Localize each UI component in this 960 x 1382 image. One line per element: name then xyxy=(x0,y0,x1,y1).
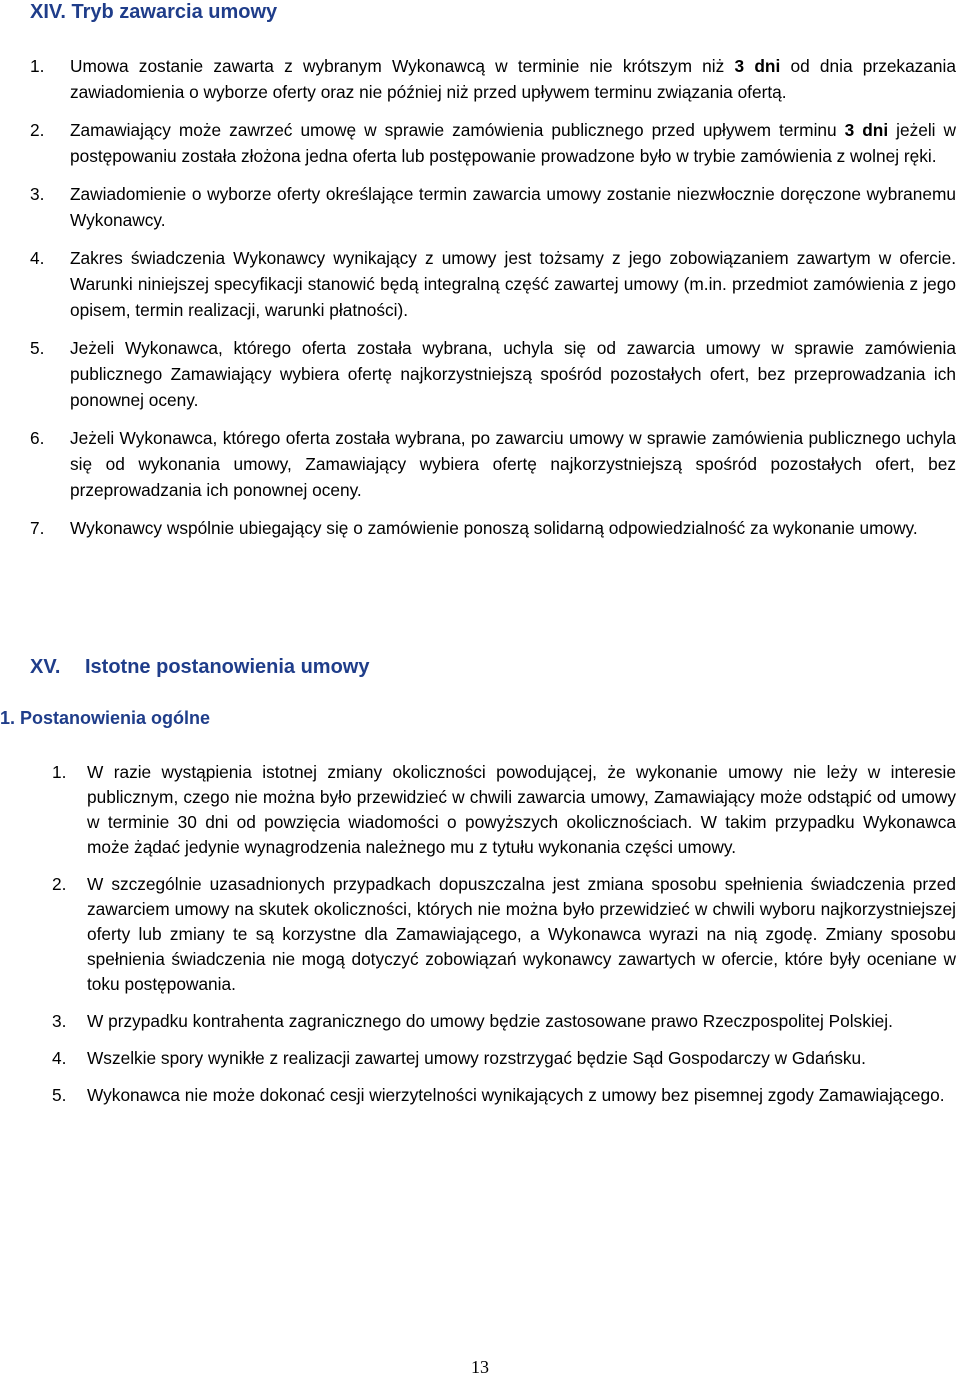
section-14-list xyxy=(30,53,956,541)
list-item-number: 2. xyxy=(52,874,67,894)
list-item-number: 5. xyxy=(30,338,45,358)
list-item-text: W szczególnie uzasadnionych przypadkach dopuszczalna jest zmiana sposobu spełnienia świadczenia przed zawarciem umowy na skutek okoliczności, których nie można było przewidzieć w chwili wyboru najkorzystniejszej oferty lub zmiany te są korzystne dla Zamawiającego, a Wykonawca wyrazi na nią zgodę. Zmiany sposobu spełnienia świadczenia nie mogą dotyczyć zobowiązań wykonawcy zawartych w ofercie, które były oceniane w toku postępowania. xyxy=(87,874,956,994)
list-item xyxy=(30,245,956,323)
list-item xyxy=(52,1046,956,1071)
list-item-text-end: od dnia przekazania zawiadomienia o wyborze oferty oraz nie później niż przed upływem terminu związania ofertą. xyxy=(70,56,956,102)
list-item-text: Zawiadomienie o wyborze oferty określające termin zawarcia umowy zostanie niezwłocznie doręczone wybranemu Wykonawcy. xyxy=(70,184,956,230)
list-item xyxy=(30,515,956,541)
list-item-text-start: Umowa zostanie zawarta z wybranym Wykonawcą w terminie nie krótszym niż xyxy=(70,56,735,76)
list-item-number: 2. xyxy=(30,120,45,140)
section-15-title: Istotne postanowienia umowy xyxy=(85,656,370,678)
list-item-text: W przypadku kontrahenta zagranicznego do umowy będzie zastosowane prawo Rzeczpospolitej Polskiej. xyxy=(87,1011,893,1031)
list-item-text-end: jeżeli w postępowaniu została złożona jedna oferta lub postępowanie prowadzone było w trybie zamówienia z wolnej ręki. xyxy=(70,120,956,166)
list-item-text-start: Zamawiający może zawrzeć umowę w sprawie zamówienia publicznego przed upływem terminu xyxy=(70,120,845,140)
list-item-bold-term: 3 dni xyxy=(734,56,781,76)
list-item-text: Wszelkie spory wynikłe z realizacji zawartej umowy rozstrzygać będzie Sąd Gospodarczy w Gdańsku. xyxy=(87,1048,866,1068)
list-item-text: Wykonawca nie może dokonać cesji wierzytelności wynikających z umowy bez pisemnej zgody Zamawiającego. xyxy=(87,1085,945,1105)
list-item-number: 3. xyxy=(52,1011,67,1031)
list-item xyxy=(52,1083,956,1108)
list-item-text: Wykonawcy wspólnie ubiegający się o zamówienie ponoszą solidarną odpowiedzialność za wykonanie umowy. xyxy=(70,518,918,538)
section-14-heading: XIV. Tryb zawarcia umowy xyxy=(30,1,278,23)
list-item xyxy=(30,181,956,233)
section-15-heading xyxy=(30,655,369,679)
list-item-bold-term: 3 dni xyxy=(844,120,889,140)
list-item-number: 6. xyxy=(30,428,45,448)
list-item-text: Jeżeli Wykonawca, którego oferta została wybrana, uchyla się od zawarcia umowy w sprawie zamówienia publicznego Zamawiający wybiera ofertę najkorzystniejszą spośród pozostałych ofert, bez przeprowadzania ich ponownej oceny. xyxy=(70,338,956,410)
list-item xyxy=(30,117,956,169)
list-item-number: 5. xyxy=(52,1085,67,1105)
list-item-number: 1. xyxy=(30,56,45,76)
list-item xyxy=(30,335,956,413)
list-item xyxy=(30,53,956,105)
list-item xyxy=(30,425,956,503)
list-item-number: 1. xyxy=(52,762,67,782)
list-item-number: 4. xyxy=(30,248,45,268)
list-item-text: Jeżeli Wykonawca, którego oferta została wybrana, po zawarciu umowy w sprawie zamówienia publicznego uchyla się od wykonania umowy, Zamawiający wybiera ofertę najkorzystniejszą spośród pozostałych ofert, bez przeprowadzania ich ponownej oceny. xyxy=(70,428,956,500)
subsection-heading: 1. Postanowienia ogólne xyxy=(0,708,211,728)
list-item-text: Zakres świadczenia Wykonawcy wynikający z umowy jest tożsamy z jego zobowiązaniem zawartym w ofercie. Warunki niniejszej specyfikacji stanowić będą integralną część zawartej umowy (m.in. przedmiot zamówienia z jego opisem, termin realizacji, warunki płatności). xyxy=(70,248,956,320)
list-item-number: 4. xyxy=(52,1048,67,1068)
list-item-number: 3. xyxy=(30,184,45,204)
list-item-number: 7. xyxy=(30,518,45,538)
list-item xyxy=(52,1009,956,1034)
list-item xyxy=(52,872,956,997)
list-item xyxy=(52,760,956,860)
section-15-number: XV. xyxy=(30,656,61,678)
section-15-list xyxy=(52,760,956,1120)
list-item-text: W razie wystąpienia istotnej zmiany okoliczności powodującej, że wykonanie umowy nie leży w interesie publicznym, czego nie można było przewidzieć w chwili zawarcia umowy, Zamawiający może odstąpić od umowy w terminie 30 dni od powzięcia wiadomości o powyższych okolicznościach. W takim przypadku Wykonawca może żądać jedynie wynagrodzenia należnego mu z tytułu wykonania części umowy. xyxy=(87,762,956,857)
page-number: 13 xyxy=(471,1357,489,1377)
